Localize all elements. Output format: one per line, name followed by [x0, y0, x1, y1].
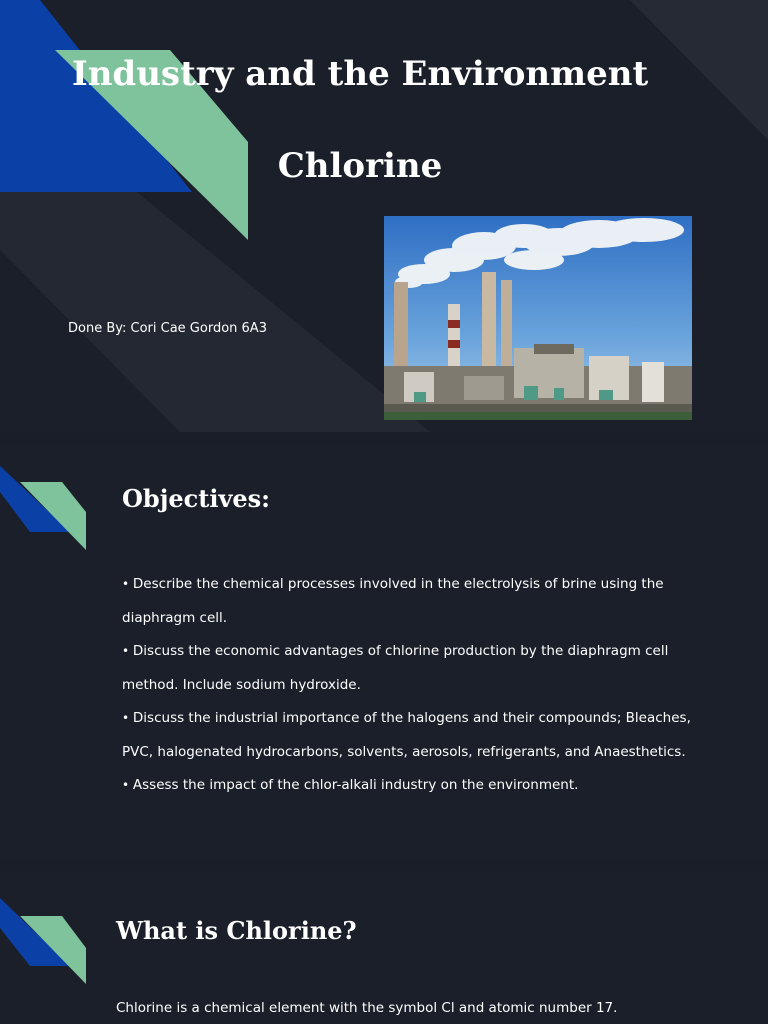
- presentation-subtitle: Chlorine: [277, 146, 443, 186]
- decorative-shapes: [0, 872, 120, 992]
- title-slide: [0, 0, 768, 432]
- decorative-shapes: [0, 442, 120, 562]
- slide-gap: [0, 862, 768, 872]
- objectives-slide: [0, 442, 768, 862]
- list-item: • Describe the chemical processes involved in the electrolysis of brine using the diaphragm cell.: [122, 568, 722, 635]
- objectives-heading: Objectives:: [122, 484, 271, 513]
- list-item: • Assess the impact of the chlor-alkali industry on the environment.: [122, 769, 722, 803]
- list-item: • Discuss the industrial importance of the halogens and their compounds; Bleaches, PVC, halogenated hydrocarbons, solvents, aerosols, refrigerants, and Anaesthetics.: [122, 702, 722, 769]
- chlorine-definition: Chlorine is a chemical element with the symbol Cl and atomic number 17.: [116, 1000, 618, 1016]
- author-credit: Done By: Cori Cae Gordon 6A3: [68, 321, 267, 336]
- chlorine-heading: What is Chlorine?: [116, 916, 357, 945]
- objectives-list: [122, 568, 722, 803]
- slide-gap: [0, 432, 768, 442]
- factory-photo: [384, 216, 692, 420]
- presentation-title: Industry and the Environment: [71, 54, 649, 94]
- chlorine-slide: [0, 872, 768, 1024]
- list-item: • Discuss the economic advantages of chlorine production by the diaphragm cell method. Include sodium hydroxide.: [122, 635, 722, 702]
